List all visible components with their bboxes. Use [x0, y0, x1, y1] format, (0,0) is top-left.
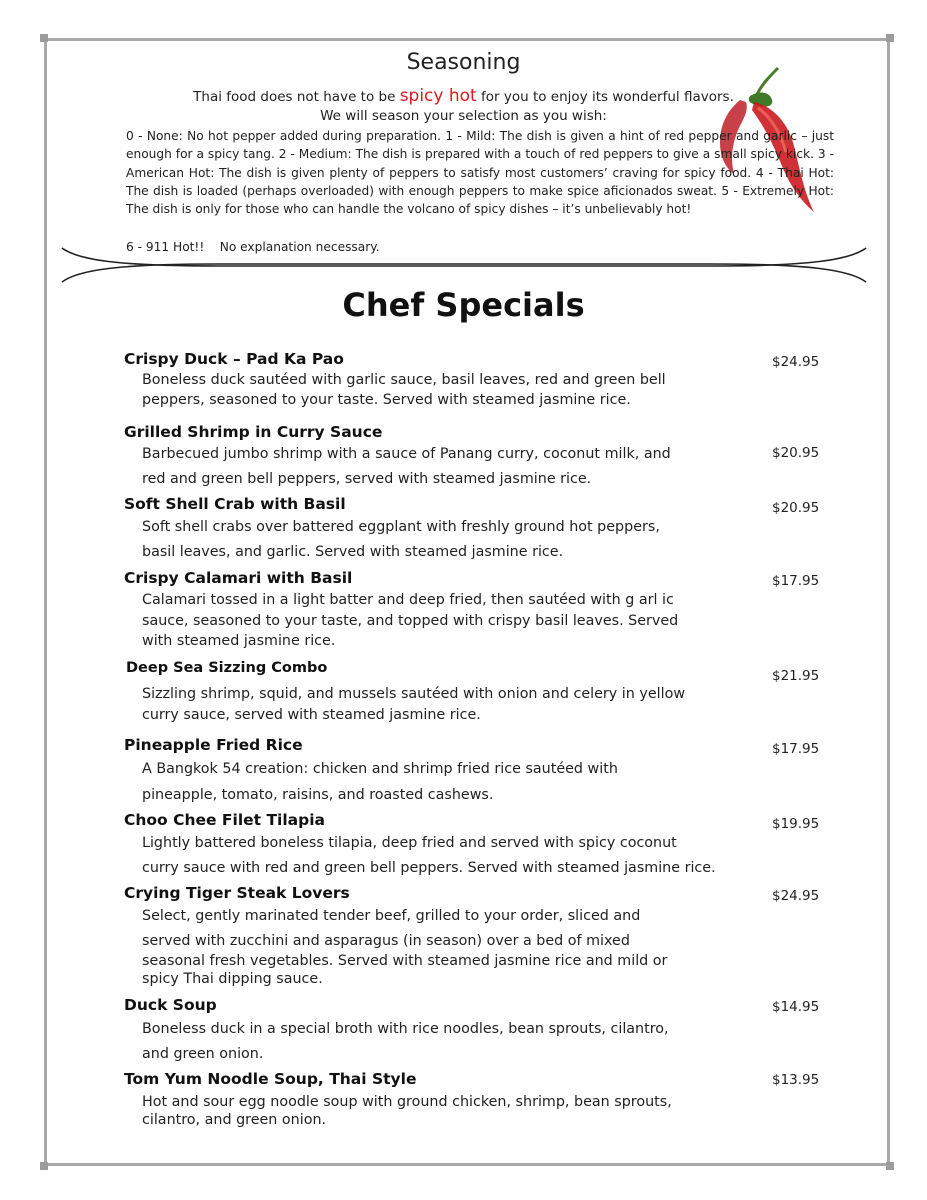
spice-level-911: 6 - 911 Hot!! No explanation necessary. — [126, 240, 380, 254]
ornamental-divider — [58, 244, 870, 286]
menu-item-price: $24.95 — [772, 354, 820, 370]
menu-item-description: Boneless duck in a special broth with rice noodles, bean sprouts, cilantro, — [142, 1021, 669, 1037]
chef-specials-title: Chef Specials — [342, 286, 585, 324]
menu-item-description: Lightly battered boneless tilapia, deep fried and served with spicy coconut — [142, 835, 677, 851]
menu-item-description: Sizzling shrimp, squid, and mussels sautéed with onion and celery in yellow — [142, 686, 686, 702]
menu-item-description: curry sauce, served with steamed jasmine rice. — [142, 707, 481, 723]
seasoning-intro-line2: We will season your selection as you wish: — [320, 108, 607, 124]
menu-item-description: sauce, seasoned to your taste, and topped with crispy basil leaves. Served — [142, 613, 679, 629]
menu-item-price: $20.95 — [772, 445, 820, 461]
frame-corner — [886, 1162, 894, 1170]
menu-item-description: Select, gently marinated tender beef, grilled to your order, sliced and — [142, 908, 641, 924]
menu-item-price: $13.95 — [772, 1072, 820, 1088]
frame-corner — [40, 34, 48, 42]
frame-corner — [40, 1162, 48, 1170]
menu-item-description: Boneless duck sautéed with garlic sauce, basil leaves, red and green bell — [142, 372, 666, 388]
intro-spicy-hot: spicy hot — [399, 86, 477, 106]
spice-levels: 0 - None: No hot pepper added during preparation. 1 - Mild: The dish is given a hint of red pepper and garlic – just enough for a spicy tang. 2 - Medium: The dish is prepared with a touch of red peppers to give a small spicy kick. 3 - American Hot: The dish is given plenty of peppers to satisfy most customers’ craving for spicy food. 4 - Thai Hot: The dish is loaded (perhaps overloaded) with enough peppers to make spice aficionados sweat. 5 - Extremely Hot: The dish is only for those who can handle the volcano of spicy dishes – it’s unbelievably hot! — [126, 129, 834, 217]
intro-after: for you to enjoy its wonderful flavors. — [476, 89, 734, 105]
menu-item-name: Tom Yum Noodle Soup, Thai Style — [124, 1070, 417, 1088]
menu-item-description: served with zucchini and asparagus (in season) over a bed of mixed — [142, 933, 630, 949]
menu-item-name: Choo Chee Filet Tilapia — [124, 811, 325, 829]
menu-item-description: cilantro, and green onion. — [142, 1112, 327, 1128]
menu-item-description: with steamed jasmine rice. — [142, 633, 336, 649]
menu-item-name: Crispy Calamari with Basil — [124, 569, 353, 587]
menu-item-description: curry sauce with red and green bell peppers. Served with steamed jasmine rice. — [142, 860, 716, 876]
menu-item-name: Crispy Duck – Pad Ka Pao — [124, 350, 344, 368]
frame-corner — [886, 34, 894, 42]
menu-item-price: $17.95 — [772, 573, 820, 589]
menu-item-name: Duck Soup — [124, 996, 217, 1014]
menu-item-description: and green onion. — [142, 1046, 264, 1062]
menu-item-price: $14.95 — [772, 999, 820, 1015]
menu-item-name: Deep Sea Sizzing Combo — [126, 660, 328, 676]
menu-item-name: Soft Shell Crab with Basil — [124, 495, 346, 513]
menu-item-description: seasonal fresh vegetables. Served with steamed jasmine rice and mild or — [142, 953, 668, 969]
menu-item-description: red and green bell peppers, served with steamed jasmine rice. — [142, 471, 592, 487]
intro-before: Thai food does not have to be — [193, 89, 400, 105]
menu-item-price: $20.95 — [772, 500, 820, 516]
menu-item-description: spicy Thai dipping sauce. — [142, 971, 323, 987]
menu-item-price: $21.95 — [772, 668, 820, 684]
menu-item-description: Soft shell crabs over battered eggplant with freshly ground hot peppers, — [142, 519, 660, 535]
menu-item-price: $24.95 — [772, 888, 820, 904]
menu-item-description: Calamari tossed in a light batter and deep fried, then sautéed with g arl ic — [142, 592, 674, 608]
menu-item-price: $17.95 — [772, 741, 820, 757]
menu-item-name: Pineapple Fried Rice — [124, 736, 303, 754]
seasoning-title: Seasoning — [406, 50, 521, 75]
menu-item-description: Barbecued jumbo shrimp with a sauce of Panang curry, coconut milk, and — [142, 446, 671, 462]
menu-item-name: Crying Tiger Steak Lovers — [124, 884, 350, 902]
menu-item-description: peppers, seasoned to your taste. Served with steamed jasmine rice. — [142, 392, 631, 408]
menu-item-name: Grilled Shrimp in Curry Sauce — [124, 423, 383, 441]
menu-item-description: pineapple, tomato, raisins, and roasted cashews. — [142, 787, 494, 803]
menu-item-description: basil leaves, and garlic. Served with steamed jasmine rice. — [142, 544, 564, 560]
menu-item-price: $19.95 — [772, 816, 820, 832]
menu-item-description: A Bangkok 54 creation: chicken and shrimp fried rice sautéed with — [142, 761, 618, 777]
menu-item-description: Hot and sour egg noodle soup with ground chicken, shrimp, bean sprouts, — [142, 1094, 672, 1110]
